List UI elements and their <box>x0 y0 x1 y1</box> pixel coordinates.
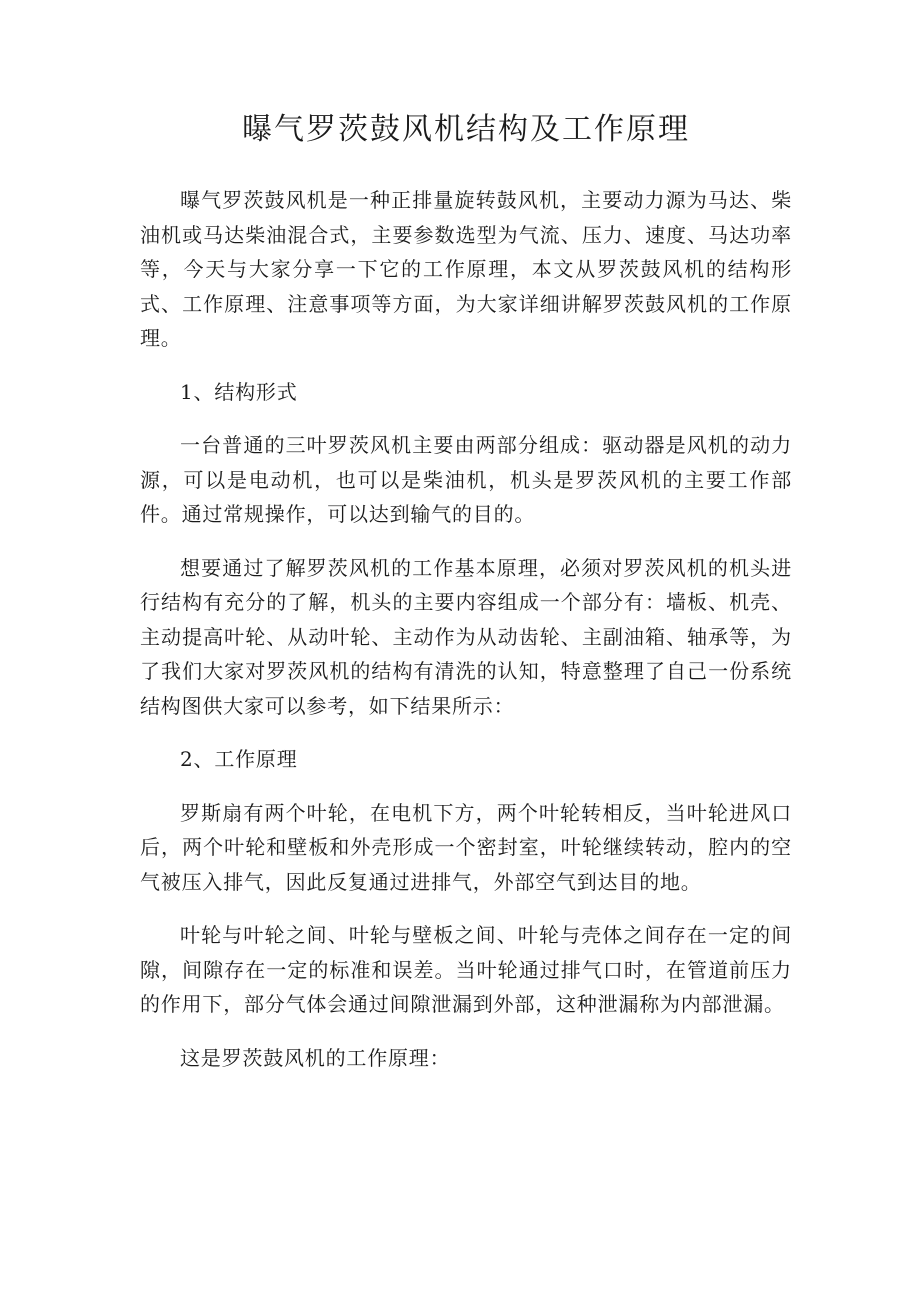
principle-paragraph-2: 叶轮与叶轮之间、叶轮与壁板之间、叶轮与壳体之间存在一定的间隙，间隙存在一定的标准和误差。当叶轮通过排气口时，在管道前压力的作用下，部分气体会通过间隙泄漏到外部，这种泄漏称为内部泄漏。 <box>140 923 792 1016</box>
document-body <box>140 183 792 1094</box>
document-title: 曝气罗茨鼓风机结构及工作原理 <box>242 112 690 147</box>
principle-paragraph-1: 罗斯扇有两个叶轮，在电机下方，两个叶轮转相反，当叶轮进风口后，两个叶轮和壁板和外壳形成一个密封室，叶轮继续转动，腔内的空气被压入排气，因此反复通过进排气，外部空气到达目的地。 <box>140 800 792 894</box>
principle-paragraph-3: 这是罗茨鼓风机的工作原理： <box>180 1045 451 1070</box>
section-heading-structure: 1、结构形式 <box>180 379 298 404</box>
intro-paragraph: 曝气罗茨鼓风机是一种正排量旋转鼓风机，主要动力源为马达、柴油机或马达柴油混合式，主要参数选型为气流、压力、速度、马达功率等，今天与大家分享一下它的工作原理，本文从罗茨鼓风机的结构形式、工作原理、注意事项等方面，为大家详细讲解罗茨鼓风机的工作原理。 <box>140 188 792 350</box>
section-heading-principle: 2、工作原理 <box>180 747 298 771</box>
structure-paragraph-1: 一台普通的三叶罗茨风机主要由两部分组成：驱动器是风机的动力源，可以是电动机，也可以是柴油机，机头是罗茨风机的主要工作部件。通过常规操作，可以达到输气的目的。 <box>140 433 792 526</box>
structure-paragraph-2: 想要通过了解罗茨风机的工作基本原理，必须对罗茨风机的机头进行结构有充分的了解，机头的主要内容组成一个部分有：墙板、机壳、主动提高叶轮、从动叶轮、主动作为从动齿轮、主副油箱、轴承等，为了我们大家对罗茨风机的结构有清洗的认知，特意整理了自己一份系统结构图供大家可以参考，如下结果所示： <box>140 555 792 718</box>
